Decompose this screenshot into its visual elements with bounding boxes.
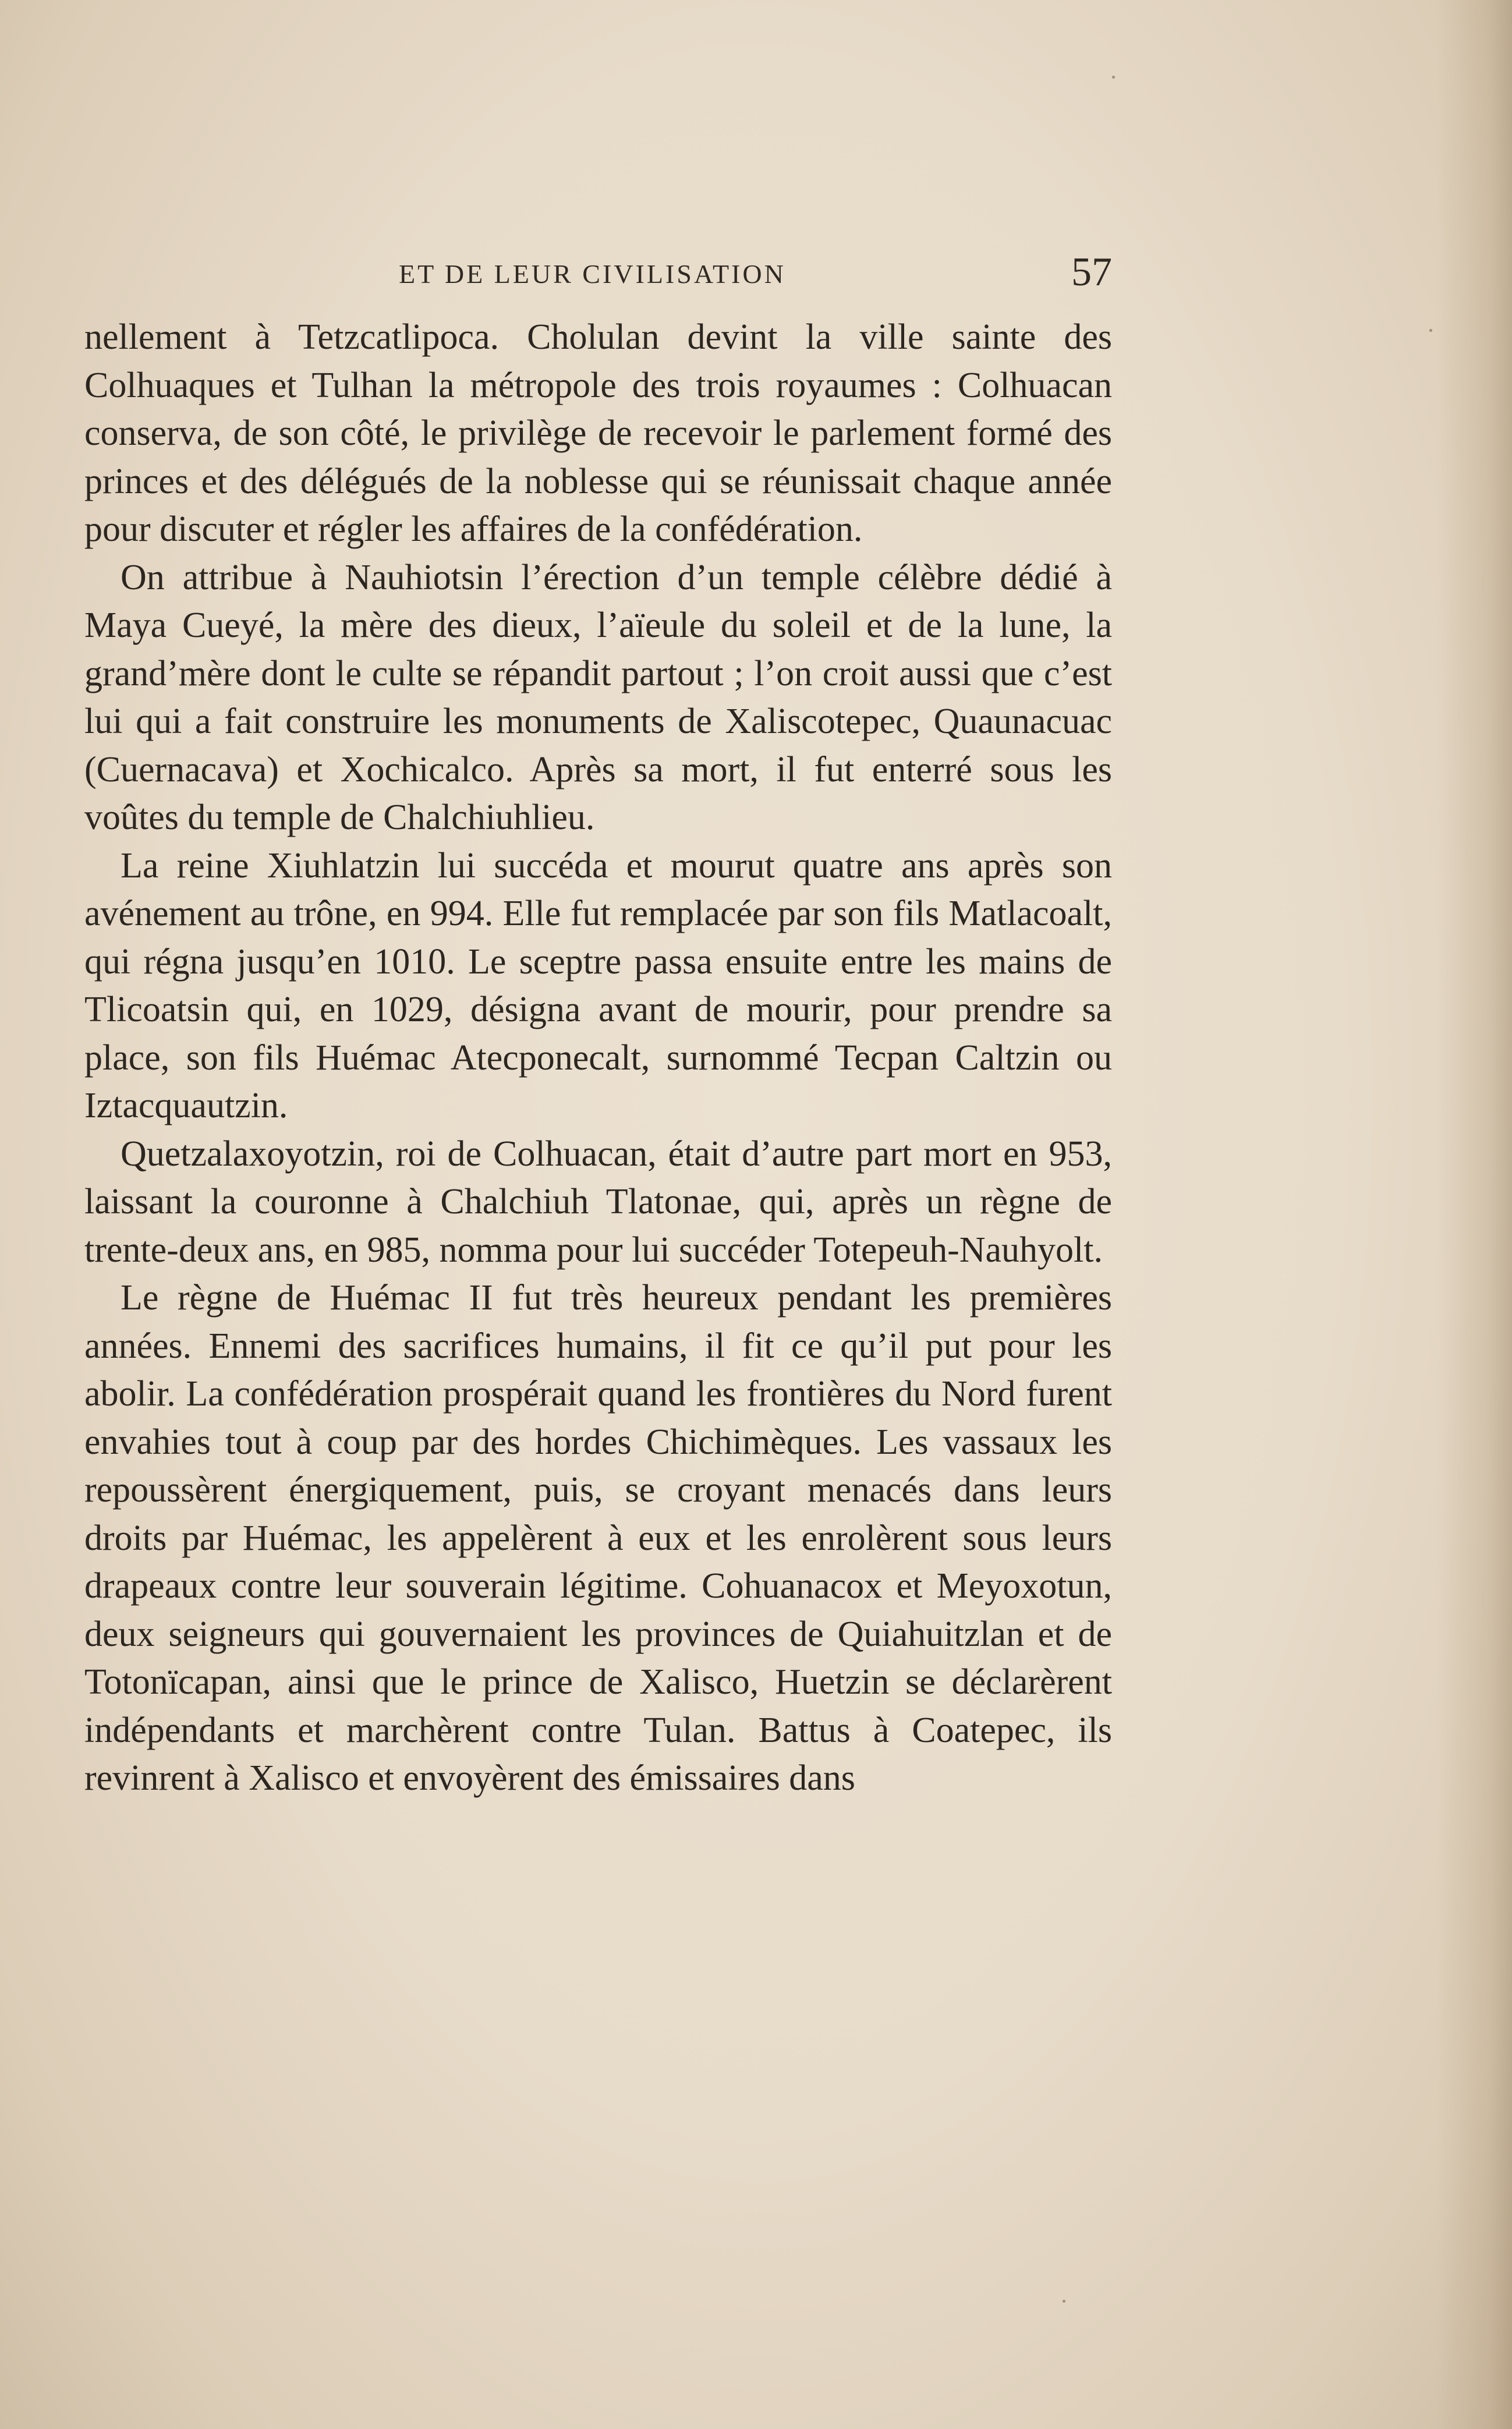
paragraph-1: nellement à Tetzcatlipoca. Cholulan devint la ville sainte des Colhuaques et Tulhan la métropole des trois royaumes : Colhuacan conserva, de son côté, le privilège de recevoir le parlement formé des princes et des délégués de la noblesse qui se réunissait chaque année pour discuter et régler les affaires de la confédération. xyxy=(84,317,1112,549)
paper-speck xyxy=(1063,2300,1065,2303)
page-edge-shadow xyxy=(1436,0,1512,2429)
paragraph-4: Quetzalaxoyotzin, roi de Colhuacan, était d’autre part mort en 953, laissant la couronne à Chalchiuh Tlatonae, qui, après un règne de trente-deux ans, en 985, nomma pour lui succéder Totepeuh-Nauhyolt. xyxy=(84,1134,1112,1270)
paragraph-2: On attribue à Nauhiotsin l’érection d’un temple célèbre dédié à Maya Cueyé, la mère des dieux, l’aïeule du soleil et de la lune, la grand’mère dont le culte se répandit partout ; l’on croit aussi que c’est lui qui a fait construire les monuments de Xaliscotepec, Quaunacuac (Cuernacava) et Xochicalco. Après sa mort, il fut enterré sous les voûtes du temple de Chalchiuhlieu. xyxy=(84,557,1112,837)
page-number: 57 xyxy=(1071,250,1112,295)
page-header xyxy=(84,249,1112,302)
paper-speck xyxy=(1429,329,1432,332)
paper-speck xyxy=(1112,76,1115,79)
body-text xyxy=(84,313,1112,1803)
running-title: ET DE LEUR CIVILISATION xyxy=(399,259,786,289)
paragraph-3: La reine Xiuhlatzin lui succéda et mourut quatre ans après son avénement au trône, en 994. Elle fut remplacée par son fils Matlacoalt, qui régna jusqu’en 1010. Le sceptre passa ensuite entre les mains de Tlicoatsin qui, en 1029, désigna avant de mourir, pour prendre sa place, son fils Huémac Atecponecalt, surnommé Tecpan Caltzin ou Iztacquautzin. xyxy=(84,845,1112,1125)
paragraph-5: Le règne de Huémac II fut très heureux pendant les premières années. Ennemi des sacrifices humains, il fit ce qu’il put pour les abolir. La confédération prospérait quand les frontières du Nord furent envahies tout à coup par des hordes Chichimèques. Les vassaux les repoussèrent énergiquement, puis, se croyant menacés dans leurs droits par Huémac, les appelèrent à eux et les enrolèrent sous leurs drapeaux contre leur souverain légitime. Cohuanacox et Meyoxotun, deux seigneurs qui gouvernaient les provinces de Quiahuitzlan et de Totonïcapan, ainsi que le prince de Xalisco, Huetzin se déclarèrent indépendants et marchèrent contre Tulan. Battus à Coatepec, ils revinrent à Xalisco et envoyèrent des émissaires dans xyxy=(84,1278,1112,1798)
